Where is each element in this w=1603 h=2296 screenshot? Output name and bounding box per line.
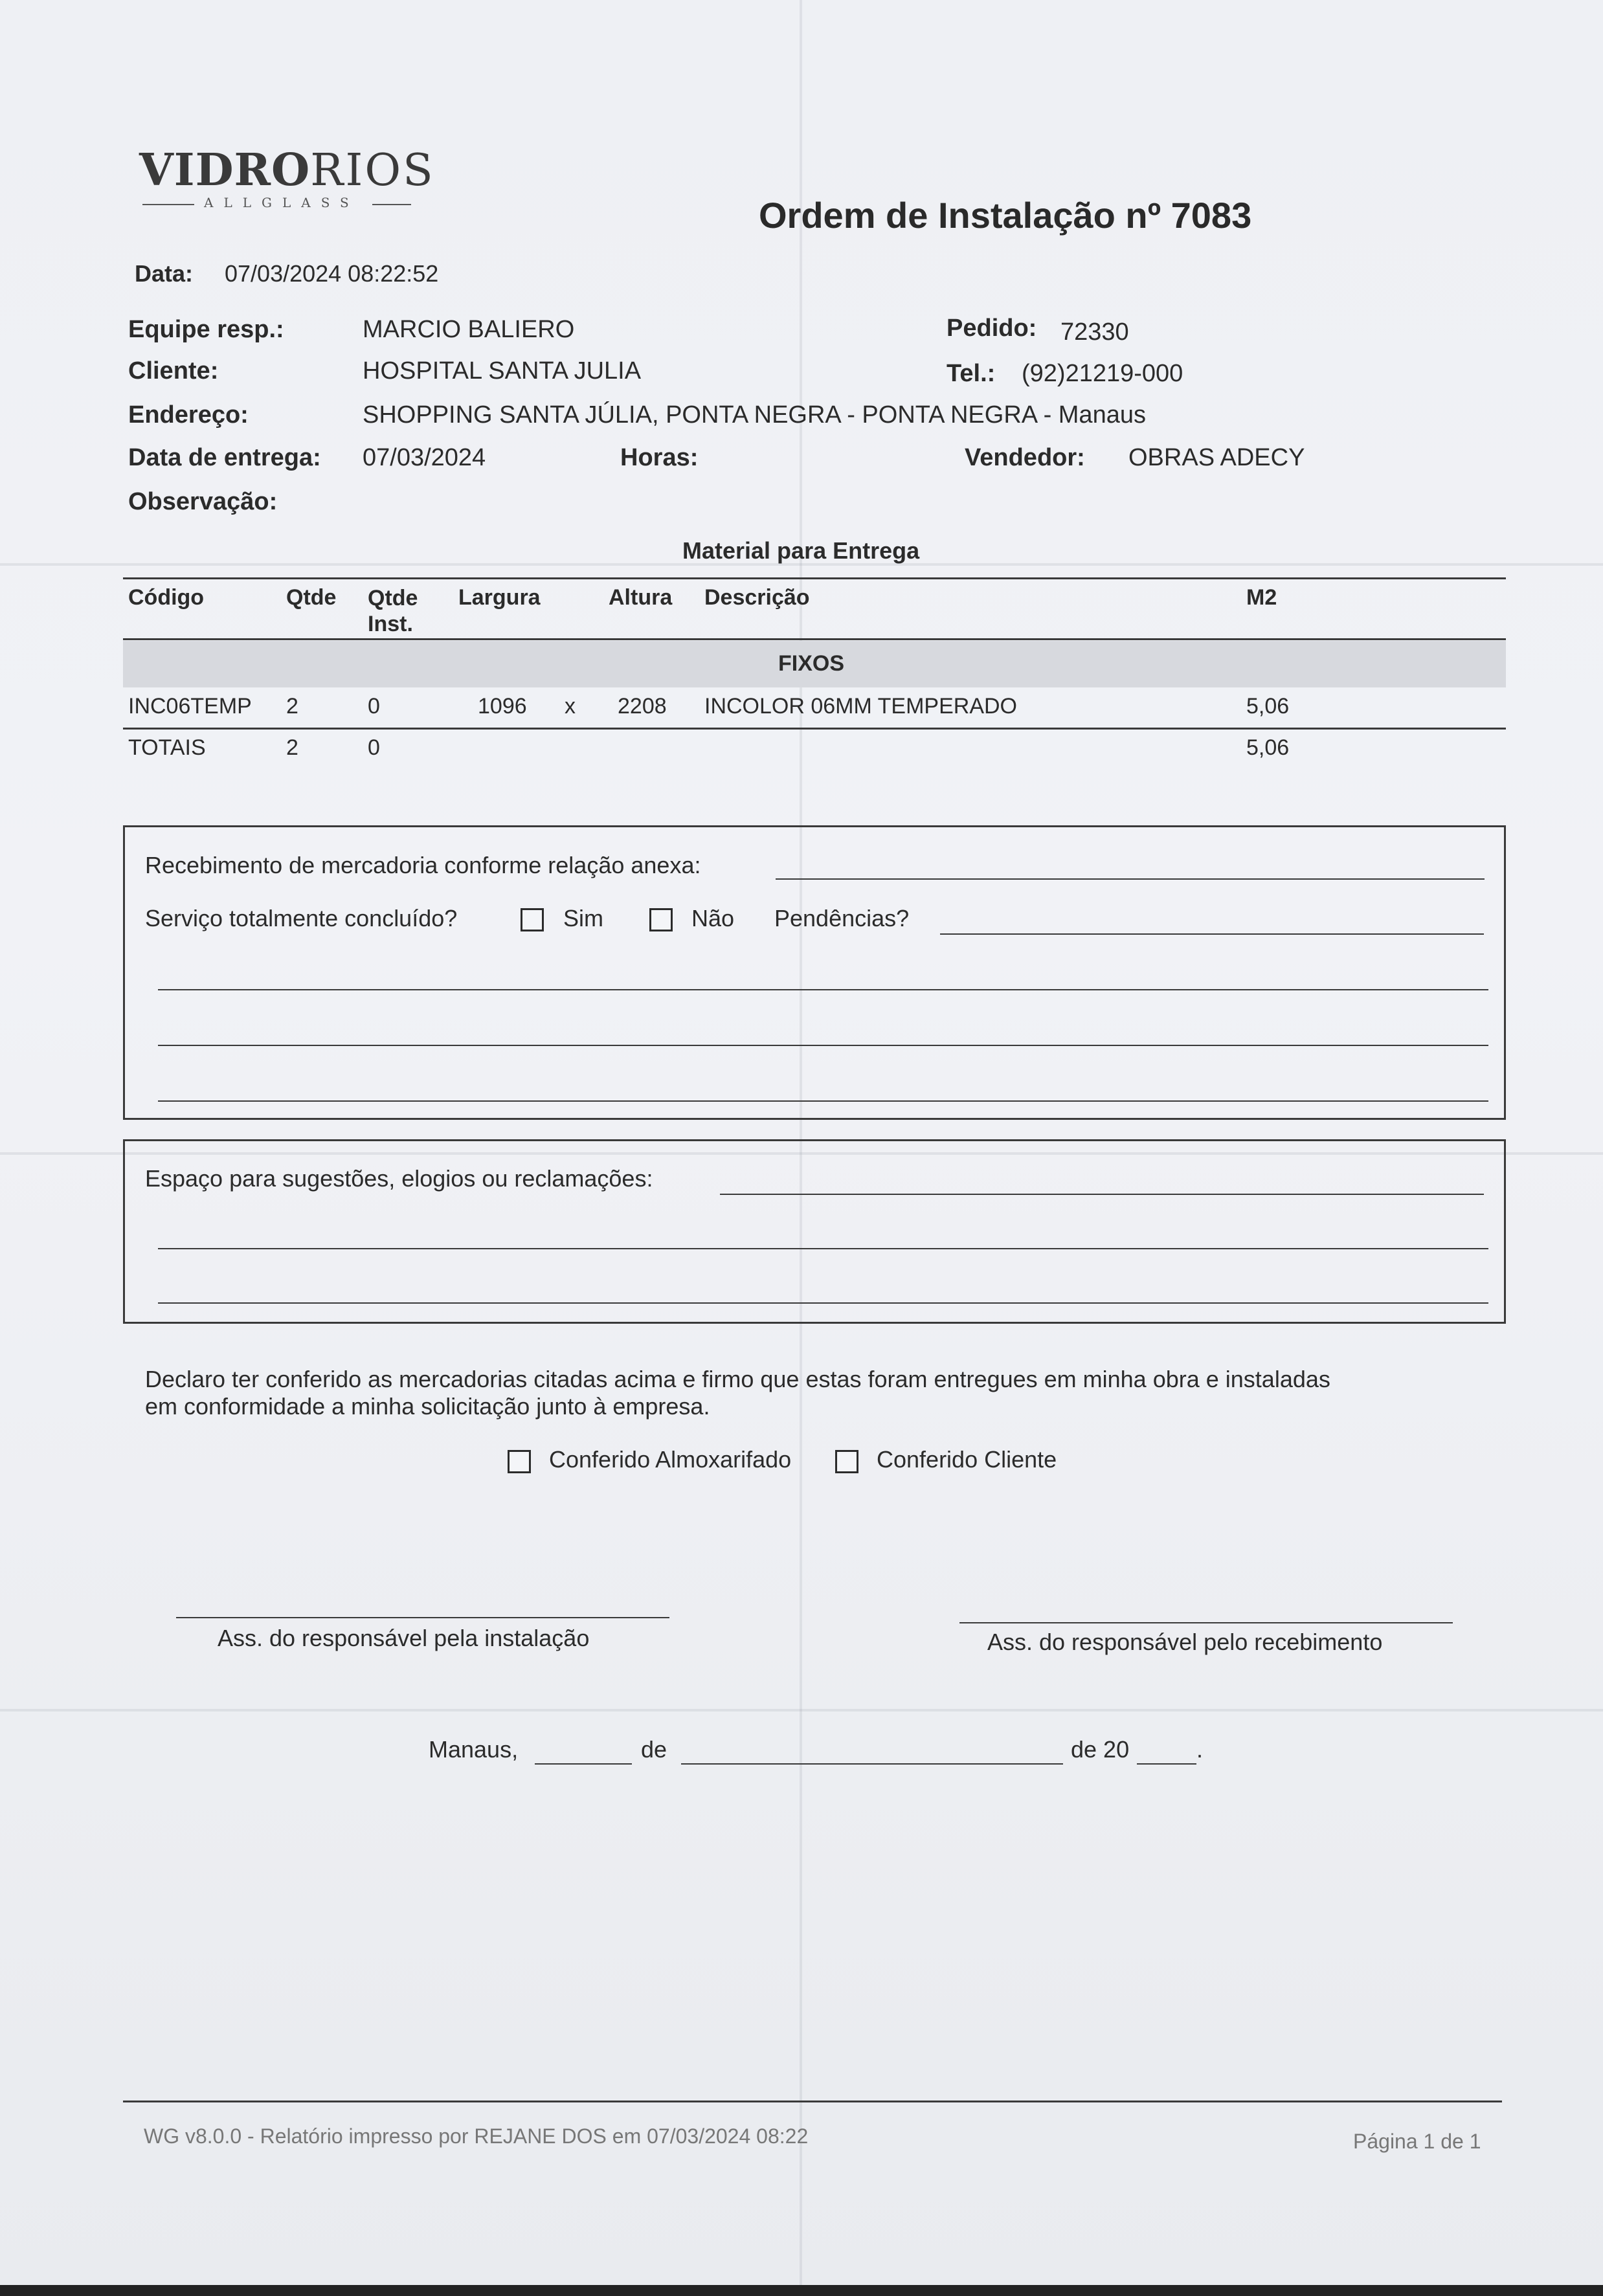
col-qtde-inst-line1: Qtde <box>368 586 418 610</box>
tel-label: Tel.: <box>947 360 996 387</box>
row-qtde-inst: 0 <box>368 694 380 719</box>
pendencias-extra-line-1[interactable] <box>158 989 1488 990</box>
nao-checkbox[interactable] <box>649 908 673 931</box>
signature-instalacao-line[interactable] <box>176 1617 669 1618</box>
totals-qtde: 2 <box>286 735 298 760</box>
row-m2: 5,06 <box>1246 694 1290 719</box>
declaration-line-2: em conformidade a minha solicitação junto à empresa. <box>145 1393 710 1420</box>
pedido-value: 72330 <box>1060 318 1129 346</box>
suggestions-line-3[interactable] <box>158 1302 1488 1304</box>
signature-instalacao-label: Ass. do responsável pela instalação <box>218 1625 590 1651</box>
de-label-1: de <box>641 1736 667 1763</box>
logo-brand-bold: VIDRO <box>139 144 311 196</box>
date-value: 07/03/2024 08:22:52 <box>225 260 439 287</box>
col-descricao: Descrição <box>704 585 810 610</box>
logo-brand-light: RIOS <box>310 145 435 196</box>
cliente-label: Cliente: <box>128 357 219 385</box>
logo-subtitle: ALLGLASS <box>204 195 359 210</box>
col-qtde-inst <box>368 585 418 637</box>
row-altura: 2208 <box>618 694 667 719</box>
horas-label: Horas: <box>620 444 699 471</box>
col-largura: Largura <box>458 585 541 610</box>
observacao-label: Observação: <box>128 488 278 515</box>
month-line[interactable] <box>681 1763 1063 1765</box>
endereco-value: SHOPPING SANTA JÚLIA, PONTA NEGRA - PONTA NEGRA - Manaus <box>363 401 1146 429</box>
date-label: Data: <box>135 260 194 287</box>
declaration-line-1: Declaro ter conferido as mercadorias citadas acima e firmo que estas foram entregues em minha obra e instaladas <box>145 1366 1330 1392</box>
table-title: Material para Entrega <box>682 537 920 564</box>
nao-label: Não <box>691 905 735 931</box>
table-header-rule <box>123 638 1506 640</box>
day-line[interactable] <box>535 1763 632 1765</box>
row-descricao: INCOLOR 06MM TEMPERADO <box>704 694 1018 719</box>
signature-recebimento-label: Ass. do responsável pelo recebimento <box>987 1629 1383 1655</box>
date-end-dot: . <box>1196 1736 1204 1763</box>
sim-checkbox[interactable] <box>521 908 544 931</box>
totals-label: TOTAIS <box>128 735 206 760</box>
cliente-conferido-label: Conferido Cliente <box>877 1446 1057 1473</box>
pendencias-extra-line-2[interactable] <box>158 1045 1488 1046</box>
sim-label: Sim <box>563 905 603 931</box>
pendencias-label: Pendências? <box>774 905 910 931</box>
document-title: Ordem de Instalação nº 7083 <box>759 195 1252 236</box>
vendedor-label: Vendedor: <box>965 444 1085 471</box>
suggestions-line-2[interactable] <box>158 1248 1488 1249</box>
totals-m2: 5,06 <box>1246 735 1290 760</box>
footer-rule <box>123 2101 1502 2102</box>
de-label-2: de 20 <box>1071 1736 1130 1763</box>
recebimento-line[interactable] <box>776 878 1485 880</box>
col-codigo: Código <box>128 585 205 610</box>
year-line[interactable] <box>1137 1763 1196 1765</box>
col-qtde-inst-line2: Inst. <box>368 612 413 636</box>
signature-recebimento-line[interactable] <box>959 1622 1453 1623</box>
endereco-label: Endereço: <box>128 401 249 429</box>
group-label: FIXOS <box>778 651 845 676</box>
equipe-label: Equipe resp.: <box>128 316 284 343</box>
vendedor-value: OBRAS ADECY <box>1128 444 1305 471</box>
scan-bottom-edge <box>0 2285 1603 2296</box>
totals-qtde-inst: 0 <box>368 735 380 760</box>
table-top-rule <box>123 577 1506 579</box>
servico-label: Serviço totalmente concluído? <box>145 905 458 931</box>
col-qtde: Qtde <box>286 585 337 610</box>
row-qtde: 2 <box>286 694 298 719</box>
col-altura: Altura <box>609 585 673 610</box>
suggestions-line-1[interactable] <box>720 1194 1484 1195</box>
table-totals-rule <box>123 728 1506 730</box>
cliente-value: HOSPITAL SANTA JULIA <box>363 357 642 385</box>
row-largura: 1096 <box>478 694 527 719</box>
row-x: x <box>565 694 576 719</box>
pendencias-line[interactable] <box>940 933 1484 935</box>
tel-value: (92)21219-000 <box>1022 360 1183 387</box>
almoxarifado-label: Conferido Almoxarifado <box>549 1446 792 1473</box>
city-label: Manaus, <box>429 1736 519 1763</box>
entrega-value: 07/03/2024 <box>363 444 486 471</box>
pedido-label: Pedido: <box>947 315 1037 342</box>
almoxarifado-checkbox[interactable] <box>508 1450 531 1473</box>
col-m2: M2 <box>1246 585 1277 610</box>
equipe-value: MARCIO BALIERO <box>363 316 575 343</box>
footer-page: Página 1 de 1 <box>1353 2130 1481 2153</box>
recebimento-label: Recebimento de mercadoria conforme relação anexa: <box>145 852 701 878</box>
footer-report: WG v8.0.0 - Relatório impresso por REJANE DOS em 07/03/2024 08:22 <box>144 2124 809 2148</box>
company-logo <box>139 144 435 214</box>
pendencias-extra-line-3[interactable] <box>158 1100 1488 1102</box>
row-codigo: INC06TEMP <box>128 694 252 719</box>
entrega-label: Data de entrega: <box>128 444 321 471</box>
suggestions-label: Espaço para sugestões, elogios ou reclamações: <box>145 1165 653 1192</box>
cliente-checkbox[interactable] <box>835 1450 858 1473</box>
